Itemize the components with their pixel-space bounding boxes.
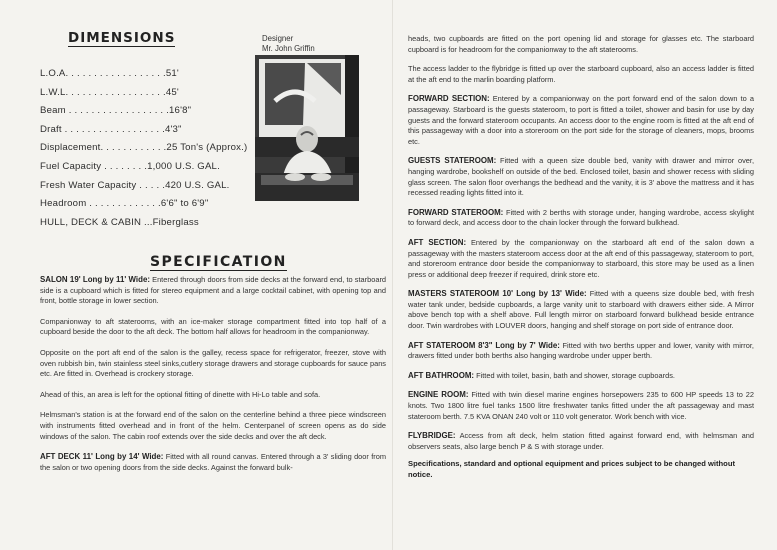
spec-text: Ahead of this, an area is left for the optional fitting of dinette with Hi-Lo table and sofa.: [40, 389, 321, 399]
dimension-beam: Beam . . . . . . . . . . . . . . . . . .16'8": [40, 105, 192, 117]
spec-label: ENGINE ROOM:: [408, 390, 469, 400]
spec-label: MASTERS STATEROOM 10' Long by 13' Wide:: [408, 289, 587, 299]
designer-caption: [262, 34, 315, 53]
spec-text: Fitted with toilet, basin, bath and shower, storage cupboards.: [474, 370, 675, 380]
specification-left-column: [40, 275, 386, 483]
spec-label: FORWARD STATEROOM:: [408, 207, 504, 217]
spec-text: The access ladder to the flybridge is fitted up over the starboard cupboard, also an access ladder is fitted at the aft end to the marlin boarding platform.: [408, 64, 754, 84]
dimension-fresh-water: Fresh Water Capacity . . . . .420 U.S. GAL.: [40, 179, 230, 191]
dimension-lwl: L.W.L. . . . . . . . . . . . . . . . . .45': [40, 86, 179, 98]
spec-flybridge: [408, 431, 754, 452]
spec-label: FLYBRIDGE:: [408, 431, 456, 441]
dimension-draft: Draft . . . . . . . . . . . . . . . . . .4'3": [40, 123, 182, 135]
spec-aft-deck-cont: [408, 34, 754, 55]
spec-aft-deck: [40, 452, 386, 473]
spec-galley: [40, 348, 386, 380]
spec-notice: Specifications, standard and optional equipment and prices subject to be changed without notice.: [408, 459, 735, 479]
spec-text: Fitted with two berths upper and lower, vanity with mirror, drawers fitted under both berths also hanging wardrobe under upper berth.: [408, 340, 754, 361]
spec-text: Fitted with a queen size double bed, vanity with drawer and mirror over, hanging wardrobe, bookshelf on outside of the bed. Enclosed toilet, basin and shower recess with sliding glass screen. The salon floor overhangs the bedhead and the vanity, it is 3' above the mattress and it has recessed reading lights fitted into it.: [408, 156, 754, 198]
spec-text: Fitted with all round canvas. Entered through a 3' sliding door from the salon or two opening doors from the side decks. Against the forward bulk-: [40, 452, 386, 472]
specification-heading: SPECIFICATION: [150, 254, 287, 270]
spec-helm: [40, 410, 386, 442]
dimensions-list: [40, 65, 270, 232]
spec-text: Entered by a companionway on the port forward end of the salon down to a passageway. Starboard is the guests stateroom, to port is fitted a toilet, shower and basin for use by day guests and the forward stateroom occupants. An access door to the engine room is fitted at the aft end of this passageway with a door into a storeroom on the port side for the storage of cleaners, mops, brooms etc.: [408, 94, 755, 146]
dimension-construction: HULL, DECK & CABIN ...Fiberglass: [40, 216, 199, 228]
spec-label: FORWARD SECTION:: [408, 94, 490, 104]
spec-text: Opposite on the port aft end of the salon is the galley, recess space for refrigerator, freezer, stove with oven rubbish bin, twin stainless steel sinks,cutlery storage drawers and storage cupboards for sauce pans etc. Are fitted in. Overhead is crockery storage.: [40, 347, 386, 379]
spec-guests-stateroom: [408, 156, 754, 198]
spec-label: AFT SECTION:: [408, 237, 467, 247]
spec-forward-section: [408, 94, 754, 147]
designer-title: Designer: [262, 34, 294, 43]
spec-ladder: [408, 64, 754, 85]
spec-text: Entered through doors from side decks at the forward end, to starboard side is a cupboard which is fitted for stereo equipment and a large cocktail cabinet, with opening top and front, bottle storage in lower section.: [40, 275, 387, 306]
spec-label: GUESTS STATEROOM:: [408, 156, 497, 166]
dimension-displacement: Displacement. . . . . . . . . . . .25 Ton's (Approx.): [40, 142, 248, 154]
spec-text: Helmsman's station is at the forward end of the salon on the centerline behind a three piece windscreen with instruments fitted overhead and in front of the helm. Centerpanel of screen opens as do side windows of the salon. The cabin roof extends over the side decks and over the aft deck.: [40, 410, 386, 441]
spec-forward-stateroom: [408, 208, 754, 229]
spec-dinette: [40, 390, 386, 401]
spec-aft-stateroom: [408, 341, 754, 362]
spec-text: heads, two cupboards are fitted on the port opening lid and storage for glasses etc. The starboard cupboard is for headroom for the companionway to the aft staterooms.: [408, 34, 754, 54]
designer-name: Mr. John Griffin: [262, 43, 315, 53]
dimensions-heading: DIMENSIONS: [68, 30, 176, 46]
designer-photo: [255, 55, 359, 201]
spec-text: Fitted with 2 berths with storage under, hanging wardrobe, access skylight to forward deck, and access door to the chain locker through the forward bulkhead.: [408, 207, 754, 228]
spec-label: AFT DECK 11' Long by 14' Wide:: [40, 452, 164, 462]
page-fold: [392, 0, 393, 550]
spec-text: Fitted with a queens size double bed, with fresh water tank under, bedside cupboards, a large vanity unit to starboard with drawers either side. A Mirror above bench top with a shelf above. Full length mirror on starboard forward bulkhead beside entrance door. Twin wardrobes with LOUVER doors, hanging and shelf storage on port side of entrance door.: [408, 289, 755, 331]
spec-text: Fitted with twin diesel marine engines horsepowers 235 to 600 HP speeds 13 to 22 knots. Two 1800 litre fuel tanks 1500 litre freshwater tanks fitted under the aft passageway and mast stateroom berth. 7.5 KVA ONAN 240 volt or 110 volt generator. Work bench with vice.: [408, 390, 754, 421]
spec-label: AFT BATHROOM:: [408, 370, 475, 380]
spec-aft-bathroom: [408, 371, 754, 382]
dimension-loa: L.O.A. . . . . . . . . . . . . . . . . .51': [40, 68, 179, 79]
spec-text: Entered by the companionway on the starboard aft end of the salon down a passageway with the masters stateroom access door at the aft end of this passageway, stateroom to port, and storeroom entrance door beside the companionway to starboard, this store may be used as a linen press or additional deep freezer if required, drink store etc.: [408, 237, 754, 279]
spec-label: AFT STATEROOM 8'3" Long by 7' Wide:: [408, 340, 560, 350]
spec-salon: [40, 275, 386, 307]
dimension-headroom: Headroom . . . . . . . . . . . . .6'6" to 6'9": [40, 198, 209, 210]
spec-masters-stateroom: [408, 289, 754, 331]
specification-right-column: [408, 34, 754, 488]
spec-engine-room: [408, 390, 754, 422]
spec-text: Access from aft deck, helm station fitted against forward end, with helmsman and observers seats, also large bench P & S with storage under.: [408, 431, 754, 451]
dimension-fuel: Fuel Capacity . . . . . . . .1,000 U.S. GAL.: [40, 160, 220, 172]
spec-text: Companionway to aft staterooms, with an ice-maker storage compartment fitted into top half of a cupboard beside the door to the aft deck. The bottom half allows for headroom in the companionway.: [40, 316, 386, 337]
spec-label: SALON 19' Long by 11' Wide:: [40, 275, 150, 284]
spec-companionway: [40, 317, 386, 338]
spec-aft-section: [408, 238, 754, 280]
